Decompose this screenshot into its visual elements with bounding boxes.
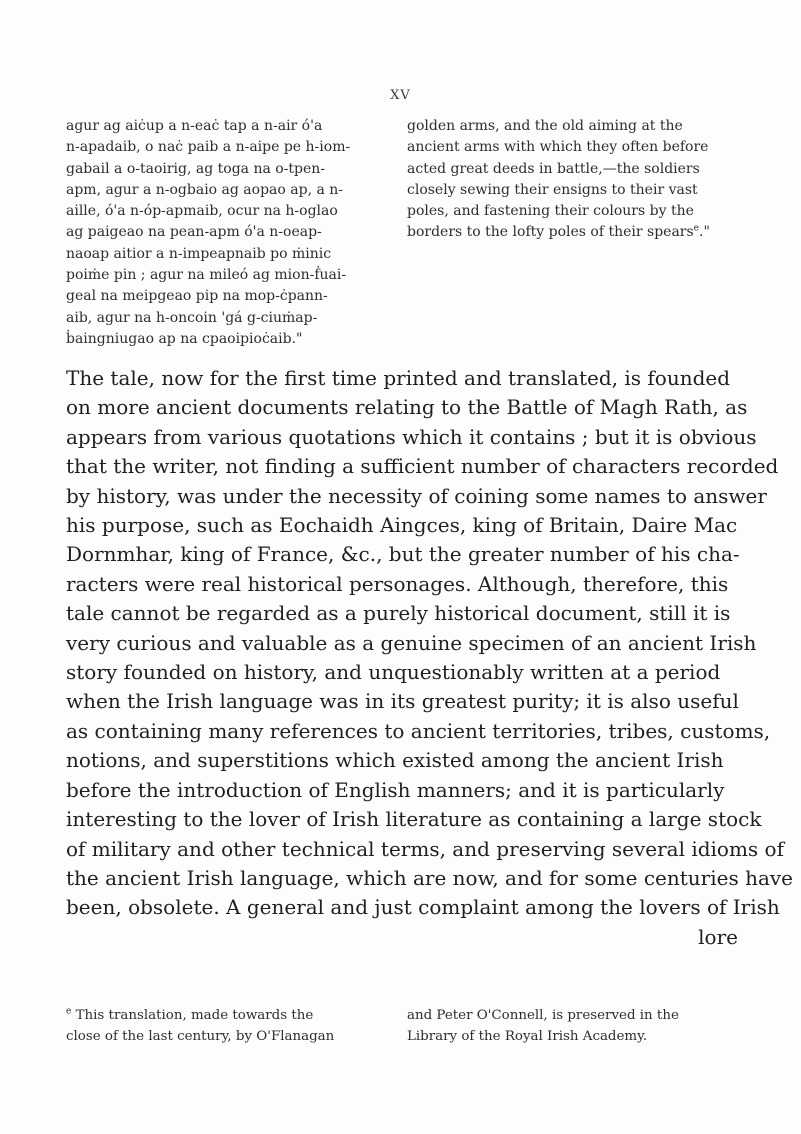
english-line: ancient arms with which they often before (407, 139, 709, 156)
body-line: interesting to the lover of Irish literature as containing a large stock (66, 807, 762, 832)
body-line: appears from various quotations which it contains ; but it is obvious (66, 424, 757, 449)
english-line: golden arms, and the old aiming at the (407, 118, 683, 134)
english-line-end: ." (699, 224, 710, 241)
footnote-line: and Peter O'Connell, is preserved in the (407, 1008, 679, 1023)
body-paragraph (66, 364, 794, 952)
irish-line: geal na meipgeao pip na mop-ċpann- (66, 288, 328, 305)
english-translation-column (407, 116, 737, 244)
irish-line: agur ag aiċup a n-eaċ tap a n-air ó'a (66, 118, 323, 134)
english-line: acted great deeds in battle,—the soldiers (407, 160, 700, 177)
irish-line: aib, agur na h-oncoin 'gá g-ciuṁap- (66, 309, 318, 326)
body-line: the ancient Irish language, which are now, and for some centuries have (66, 865, 794, 890)
body-line: before the introduction of English manners; and it is particularly (66, 777, 725, 802)
body-line: tale cannot be regarded as a purely historical document, still it is (66, 601, 731, 626)
footnote-left (66, 1005, 396, 1047)
english-line: closely sewing their ensigns to their vast (407, 181, 698, 198)
footnote-right (407, 1005, 737, 1047)
irish-line: apm, agur a n-ogbaio ag aopao ap, a n- (66, 181, 344, 198)
irish-line: naoap aitior a n-impeapnaib po ṁinic (66, 245, 332, 262)
english-line: poles, and fastening their colours by the (407, 203, 694, 220)
irish-line: ḃaingniugao ap na cpaoipioċaib." (66, 330, 303, 347)
footnote-line: close of the last century, by O'Flanagan (66, 1029, 335, 1044)
body-line: The tale, now for the first time printed and translated, is founded (66, 366, 731, 390)
irish-line: aille, ó'a n-óp-apmaib, ocur na h-oglao (66, 203, 338, 220)
body-line: story founded on history, and unquestionably written at a period (66, 660, 721, 685)
english-line (407, 222, 737, 243)
footnote-line: Library of the Royal Irish Academy. (407, 1029, 648, 1044)
body-line: that the writer, not finding a sufficient number of characters recorded (66, 454, 779, 479)
irish-line: n-apadaib, o naċ paib a n-aipe pe h-iom- (66, 139, 351, 156)
body-line: by history, was under the necessity of coining some names to answer (66, 483, 767, 508)
irish-line: ag paigeao na pean-apm ó'a n-oeap- (66, 224, 322, 241)
catchword: lore (698, 924, 738, 949)
english-line-text: borders to the lofty poles of their spears (407, 224, 694, 241)
body-line: very curious and valuable as a genuine specimen of an ancient Irish (66, 630, 757, 655)
footnote-reference: e (693, 223, 699, 234)
body-line: of military and other technical terms, and preserving several idioms of (66, 836, 784, 861)
body-line: on more ancient documents relating to the Battle of Magh Rath, as (66, 395, 748, 420)
body-line: notions, and superstitions which existed among the ancient Irish (66, 748, 724, 773)
body-line: when the Irish language was in its greatest purity; it is also useful (66, 689, 739, 714)
body-line: been, obsolete. A general and just complaint among the lovers of Irish (66, 895, 780, 920)
body-line: Dornmhar, king of France, &c., but the greater number of his cha- (66, 542, 740, 567)
irish-line: gabail a o-taoirig, ag toga na o-tpen- (66, 160, 326, 177)
irish-text-column (66, 116, 384, 350)
footnote-marker: e (66, 1006, 72, 1017)
body-line: his purpose, such as Eochaidh Aingces, king of Britain, Daire Mac (66, 513, 738, 538)
body-line: as containing many references to ancient territories, tribes, customs, (66, 718, 771, 743)
body-line: racters were real historical personages. Although, therefore, this (66, 571, 729, 596)
footnote-line (66, 1005, 396, 1026)
footnote-text: This translation, made towards the (75, 1008, 314, 1023)
running-header: XV (390, 88, 411, 103)
irish-line: poiṁe pin ; agur na mileó ag mion-ḟuai- (66, 267, 347, 284)
